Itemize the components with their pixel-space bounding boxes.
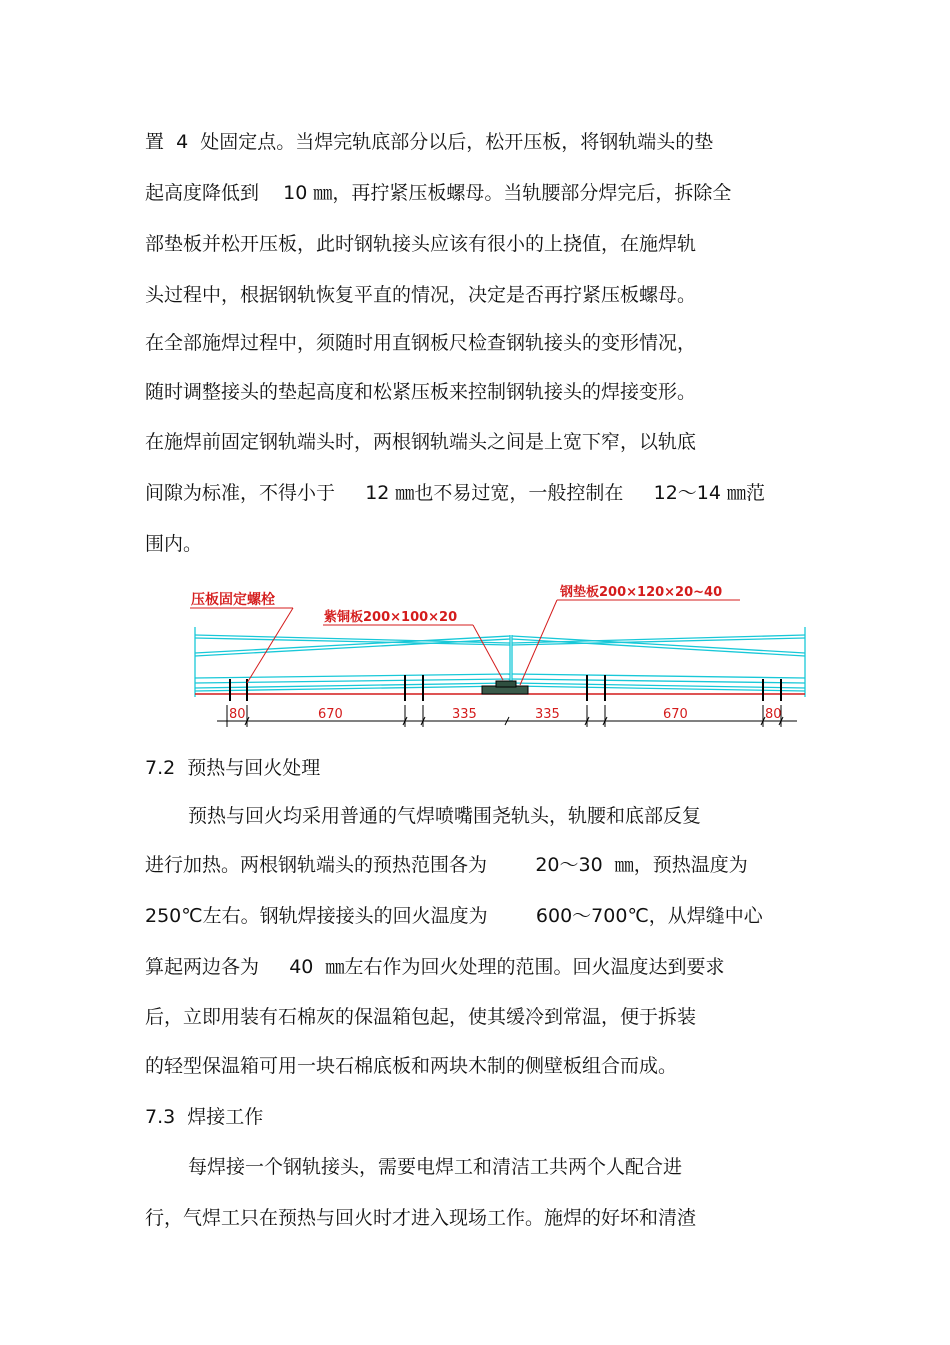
text-line: 的轻型保温箱可用一块石棉底板和两块木制的侧壁板组合而成。 xyxy=(145,1055,678,1077)
bolt-label: 压板固定螺栓 xyxy=(191,592,275,608)
dimension-line xyxy=(217,705,797,727)
text-line: 间隙为标准，不得小于 12 ㎜也不易过宽，一般控制在 12～14 ㎜范 xyxy=(145,482,766,504)
text-line: 每焊接一个钢轨接头，需要电焊工和清洁工共两个人配合进 xyxy=(188,1156,683,1178)
text-line: 行，气焊工只在预热与回火时才进入现场工作。施焊的好坏和清渣 xyxy=(145,1207,697,1229)
text-line: 算起两边各为 40 ㎜左右作为回火处理的范围。回火温度达到要求 xyxy=(145,956,725,978)
rail-joint-diagram xyxy=(185,575,815,735)
section-heading-7-2: 7.2 预热与回火处理 xyxy=(145,757,321,779)
dim-label: 670 xyxy=(318,707,343,722)
steel-pad-label: 钢垫板200×120×20~40 xyxy=(560,585,723,600)
text-line: 置 4 处固定点。当焊完轨底部分以后，松开压板，将钢轨端头的垫 xyxy=(145,131,714,153)
left-rail xyxy=(195,627,510,697)
text-line: 起高度降低到 10 ㎜，再拧紧压板螺母。当轨腰部分焊完后，拆除全 xyxy=(145,182,732,204)
dim-label: 80 xyxy=(765,707,782,722)
text-line: 部垫板并松开压板，此时钢轨接头应该有很小的上挠值，在施焊轨 xyxy=(145,233,697,255)
text-line: 头过程中，根据钢轨恢复平直的情况，决定是否再拧紧压板螺母。 xyxy=(145,284,697,306)
copper-plate xyxy=(496,681,516,687)
text-line: 在施焊前固定钢轨端头时，两根钢轨端头之间是上宽下窄，以轨底 xyxy=(145,431,697,453)
copper-plate-label: 紫铜板200×100×20 xyxy=(324,610,458,625)
dim-label: 670 xyxy=(663,707,688,722)
section-heading-7-3: 7.3 焊接工作 xyxy=(145,1106,264,1128)
text-line: 在全部施焊过程中，须随时用直钢板尺检查钢轨接头的变形情况， xyxy=(145,332,697,354)
dim-label: 335 xyxy=(452,707,477,722)
text-line: 进行加热。两根钢轨端头的预热范围各为 20～30 ㎜，预热温度为 xyxy=(145,854,748,876)
text-line: 随时调整接头的垫起高度和松紧压板来控制钢轨接头的焊接变形。 xyxy=(145,381,697,403)
text-line: 围内。 xyxy=(145,533,203,555)
text-line: 后，立即用装有石棉灰的保温箱包起，使其缓冷到常温，便于拆装 xyxy=(145,1006,697,1028)
right-rail xyxy=(512,627,805,697)
dim-label: 335 xyxy=(535,707,560,722)
dim-label: 80 xyxy=(229,707,246,722)
text-line: 250℃左右。钢轨焊接接头的回火温度为 600～700℃，从焊缝中心 xyxy=(145,905,763,927)
text-line: 预热与回火均采用普通的气焊喷嘴围尧轨头，轨腰和底部反复 xyxy=(188,805,702,827)
